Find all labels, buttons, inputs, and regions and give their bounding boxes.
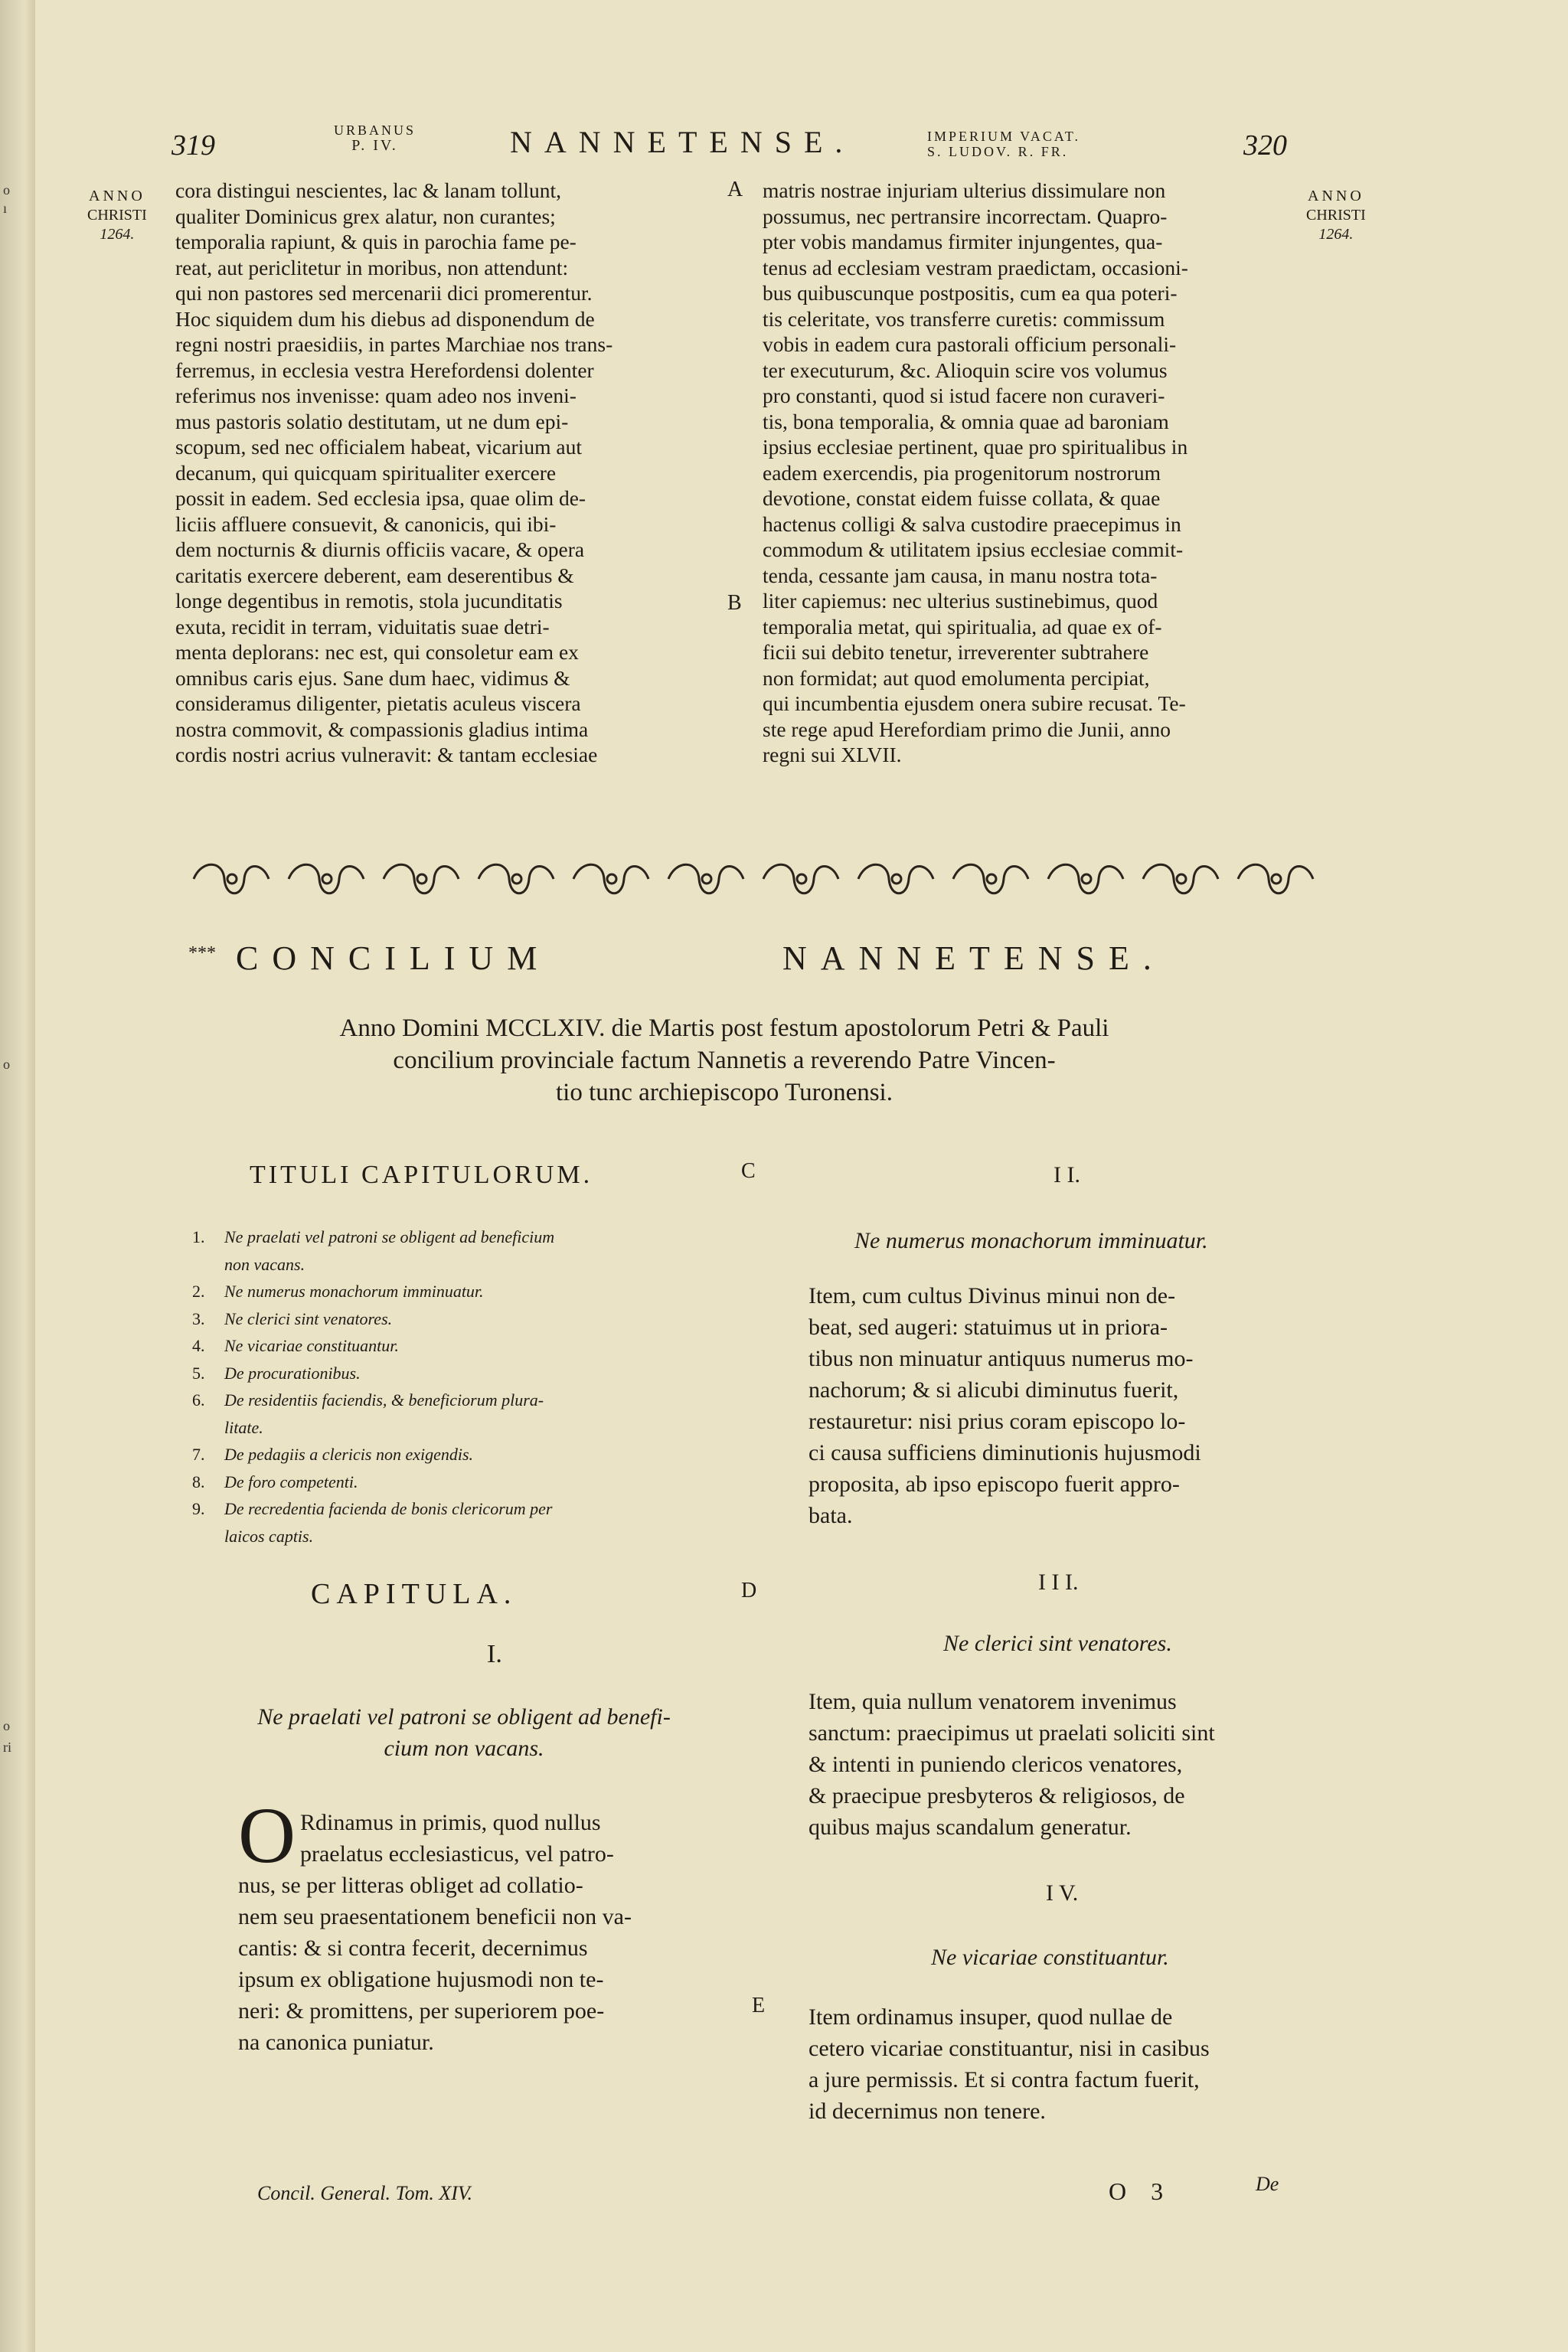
- text-line: consideramus diligenter, pietatis aculeus viscera: [175, 691, 581, 715]
- tituli-text: Ne vicariae constituantur.: [224, 1336, 399, 1355]
- ornament-scroll: [858, 864, 933, 893]
- text-line: bus quibuscunque postpositis, cum ea qua poteri-: [763, 281, 1178, 305]
- ornament-scroll: [573, 864, 648, 893]
- intro-line: tio tunc archiepiscopo Turonensi.: [556, 1079, 893, 1106]
- text-line: temporalia rapiunt, & quis in parochia fame pe-: [175, 230, 577, 253]
- text-line: restauretur: nisi prius coram episcopo lo-: [808, 1409, 1186, 1434]
- signature-mark: O 3: [1109, 2177, 1173, 2205]
- tituli-item: [192, 1495, 554, 1523]
- text-line: quibus majus scandalum generatur.: [808, 1815, 1132, 1840]
- tituli-list: [192, 1223, 554, 1550]
- tituli-item: [192, 1251, 554, 1279]
- margin-year: 1264.: [100, 226, 135, 243]
- ornament-scroll: [953, 864, 1028, 893]
- text-line: dem nocturnis & diurnis officiis vacare, & opera: [175, 537, 585, 561]
- text-line: pro constanti, quod si istud facere non curaveri-: [763, 384, 1165, 407]
- tituli-text: Ne numerus monachorum imminuatur.: [224, 1282, 484, 1301]
- section-letter-d: D: [741, 1579, 757, 1602]
- ornament-scroll: [763, 864, 838, 893]
- ornament-dot: [797, 874, 806, 884]
- text-line: nostra commovit, & compassionis gladius intima: [175, 717, 589, 741]
- text-line: tenda, cessante jam causa, in manu nostra tota-: [763, 563, 1158, 587]
- pope-line2: P. IV.: [351, 137, 398, 154]
- text-line: ipsum ex obligatione hujusmodi non te-: [238, 1967, 604, 1992]
- margin-christi: CHRISTI: [1306, 207, 1366, 224]
- running-head-imperium: [927, 129, 1080, 159]
- tituli-item: [192, 1305, 554, 1333]
- section-letter-a: A: [727, 178, 743, 201]
- text-line: na canonica puniatur.: [238, 2030, 434, 2055]
- imperium-line2: S. LUDOV. R. FR.: [927, 144, 1069, 159]
- margin-anno: ANNO: [89, 188, 145, 204]
- text-line: devotione, constat eidem fuisse collata, & quae: [763, 486, 1161, 510]
- ornament-dot: [702, 874, 711, 884]
- ornament-dot: [512, 874, 521, 884]
- tituli-text: laicos captis.: [224, 1526, 314, 1546]
- tituli-text: De foro competenti.: [224, 1472, 358, 1491]
- text-line: ter executurum, &c. Alioquin scire vos volumus: [763, 358, 1168, 382]
- text-line: id decernimus non tenere.: [808, 2099, 1046, 2124]
- text-line: menta deplorans: nec est, qui consoletur eam ex: [175, 640, 579, 664]
- text-line: Hoc siquidem dum his diebus ad disponendum de: [175, 306, 595, 331]
- tituli-number: 3.: [192, 1308, 205, 1328]
- text-line: eadem exercendis, pia progenitorum nostrorum: [763, 460, 1161, 485]
- text-line: scopum, sed nec officialem habeat, vicarium aut: [175, 435, 582, 459]
- text-line: Item, cum cultus Divinus minui non de-: [808, 1283, 1176, 1308]
- ornament-scroll: [1238, 864, 1313, 893]
- text-line: cora distingui nescientes, lac & lanam tollunt,: [175, 178, 562, 202]
- edge-fragment: ri: [3, 1740, 11, 1755]
- section-letter-e: E: [752, 1994, 766, 2017]
- text-line: pter vobis mandamus firmiter injungentes, qua-: [763, 230, 1163, 253]
- tituli-text: De pedagiis a clericis non exigendis.: [224, 1445, 474, 1464]
- tituli-item: [192, 1468, 554, 1496]
- ornament-dot: [987, 874, 996, 884]
- chapter-text-line: praelatus ecclesiasticus, vel patro-: [300, 1841, 614, 1867]
- text-line: ficii sui debito tenetur, irreverenter subtrahere: [763, 640, 1149, 664]
- tituli-item: [192, 1387, 554, 1414]
- text-line: qui incumbentia ejusdem onera subire recusat. Te-: [763, 691, 1186, 715]
- text-line: qui non pastores sed mercenarii dici promerentur.: [175, 281, 593, 305]
- ornament-dot: [1082, 874, 1091, 884]
- margin-year: 1264.: [1318, 226, 1354, 243]
- text-line: hactenus colligi & salva custodire praecepimus in: [763, 511, 1181, 536]
- text-line: longe degentibus in remotis, stola jucunditatis: [175, 589, 563, 612]
- chapter-number: I V.: [1046, 1880, 1079, 1906]
- running-head-pope: [334, 122, 416, 153]
- ornament-scroll: [289, 864, 364, 893]
- adjacent-page-edge: [0, 0, 35, 2352]
- text-line: vobis in eadem cura pastorali officium personali-: [763, 332, 1177, 356]
- chapter-title: Ne vicariae constituantur.: [931, 1945, 1169, 1970]
- title-marker: ***: [188, 943, 216, 963]
- text-line: cantis: & si contra fecerit, decernimus: [238, 1936, 588, 1961]
- tituli-text: De residentiis faciendis, & beneficiorum plura-: [224, 1390, 544, 1410]
- margin-note-left: [87, 187, 147, 244]
- text-line: matris nostrae injuriam ulterius dissimulare non: [763, 178, 1166, 202]
- ornament-scroll: [479, 864, 554, 893]
- tituli-number: 8.: [192, 1472, 205, 1491]
- ornament-scroll: [194, 864, 269, 893]
- chapter-number: I I I.: [1038, 1570, 1079, 1595]
- text-line: & intenti in puniendo clericos venatores,: [808, 1752, 1183, 1777]
- ornament-dot: [607, 874, 616, 884]
- intro-line: Anno Domini MCCLXIV. die Martis post festum apostolorum Petri & Pauli: [339, 1014, 1109, 1042]
- page-number-right: 320: [1243, 129, 1287, 162]
- text-line: caritatis exercere deberent, eam deserentibus &: [175, 563, 574, 587]
- margin-christi: CHRISTI: [87, 207, 147, 224]
- chapter-number: I.: [487, 1640, 502, 1668]
- tituli-number: 5.: [192, 1363, 205, 1383]
- tituli-text: Ne praelati vel patroni se obligent ad beneficium: [224, 1227, 555, 1246]
- chapter-title-line: Ne praelati vel patroni se obligent ad benefi-: [257, 1704, 671, 1730]
- text-line: possit in eadem. Sed ecclesia ipsa, quae olim de-: [175, 486, 586, 510]
- ornament-scroll: [1143, 864, 1218, 893]
- chapter-title: [196, 1701, 732, 1764]
- section-letter-b: B: [727, 591, 742, 615]
- text-line: liciis affluere consuevit, & canonicis, qui ibi-: [175, 511, 557, 536]
- edge-fragment: ı: [3, 201, 8, 216]
- text-line: cordis nostri acrius vulneravit: & tantam ecclesiae: [175, 743, 598, 766]
- tituli-text: De procurationibus.: [224, 1363, 361, 1383]
- text-line: referimus nos invenisse: quam adeo nos inveni-: [175, 384, 577, 407]
- tituli-number: 6.: [192, 1390, 205, 1410]
- text-line: & praecipue presbyteros & religiosos, de: [808, 1783, 1185, 1808]
- tituli-item: [192, 1523, 554, 1550]
- margin-anno: ANNO: [1308, 188, 1364, 204]
- left-column-text: [175, 178, 612, 768]
- text-line: ste rege apud Herefordiam primo die Junii, anno: [763, 717, 1171, 741]
- tituli-item: [192, 1278, 554, 1305]
- text-line: nachorum; & si alicubi diminutus fuerit,: [808, 1377, 1179, 1403]
- tituli-item: [192, 1223, 554, 1251]
- text-line: tis celeritate, vos transferre curetis: commissum: [763, 306, 1165, 331]
- text-line: tenus ad ecclesiam vestram praedictam, occasioni-: [763, 255, 1188, 279]
- text-line: ferremus, in ecclesia vestra Herefordensi dolenter: [175, 358, 594, 382]
- text-line: qualiter Dominicus grex alatur, non curantes;: [175, 204, 556, 228]
- ornament-dot: [322, 874, 332, 884]
- text-line: temporalia metat, qui spiritualia, ad quae ex of-: [763, 614, 1162, 639]
- chapter-text-line: Rdinamus in primis, quod nullus: [300, 1810, 601, 1835]
- tituli-number: 7.: [192, 1445, 205, 1464]
- text-line: exuta, recidit in terram, viduitatis suae detri-: [175, 614, 550, 639]
- text-line: proposita, ab ipso episcopo fuerit appro-: [808, 1472, 1180, 1497]
- chapter-title-line: cium non vacans.: [384, 1736, 544, 1761]
- tituli-text: non vacans.: [224, 1254, 305, 1274]
- concilium-title-right: NANNETENSE.: [782, 939, 1165, 977]
- ornament-dot: [1272, 874, 1281, 884]
- tituli-text: Ne clerici sint venatores.: [224, 1308, 393, 1328]
- ornament-dot: [892, 874, 901, 884]
- chapter-text: [238, 1901, 632, 2058]
- tituli-number: 9.: [192, 1499, 205, 1518]
- text-line: a jure permissis. Et si contra factum fuerit,: [808, 2067, 1200, 2092]
- text-line: neri: & promittens, per superiorem poe-: [238, 1998, 605, 2024]
- tituli-item: [192, 1414, 554, 1442]
- imperium-line1: IMPERIUM VACAT.: [927, 129, 1081, 144]
- edge-fragment: o: [3, 182, 10, 198]
- footer-volume: Concil. General. Tom. XIV.: [257, 2182, 472, 2204]
- ornament-dot: [1177, 874, 1186, 884]
- page-number-left: 319: [172, 129, 215, 162]
- text-line: Item ordinamus insuper, quod nullae de: [808, 2004, 1173, 2030]
- tituli-number: 4.: [192, 1336, 205, 1355]
- capitula-heading: CAPITULA.: [311, 1578, 518, 1610]
- ornament-scroll: [384, 864, 459, 893]
- chapter-text: [808, 2001, 1210, 2127]
- tituli-heading: TITULI CAPITULORUM.: [250, 1161, 593, 1189]
- edge-fragment: o: [3, 1718, 10, 1733]
- pope-line1: URBANUS: [334, 122, 416, 138]
- chapter-title: Ne numerus monachorum imminuatur.: [854, 1228, 1208, 1253]
- book-page: [35, 0, 1568, 2352]
- concilium-title-left: CONCILIUM: [236, 939, 551, 977]
- text-line: bata.: [808, 1503, 853, 1528]
- text-line: ci causa sufficiens diminutionis hujusmodi: [808, 1440, 1201, 1465]
- ornament-scroll: [668, 864, 743, 893]
- tituli-number: 1.: [192, 1227, 205, 1246]
- text-line: tis, bona temporalia, & omnia quae ad baroniam: [763, 409, 1169, 433]
- page-title: NANNETENSE.: [510, 125, 855, 159]
- drop-cap: O: [238, 1792, 296, 1880]
- section-letter-c: C: [741, 1159, 756, 1183]
- chapter-text-line: nus, se per litteras obliget ad collatio-: [238, 1873, 583, 1898]
- tituli-item: [192, 1441, 554, 1468]
- text-line: sanctum: praecipimus ut praelati soliciti sint: [808, 1720, 1215, 1746]
- concilium-intro: [165, 1012, 1283, 1109]
- tituli-item: [192, 1332, 554, 1360]
- text-line: tibus non minuatur antiquus numerus mo-: [808, 1346, 1194, 1371]
- right-column-text: [763, 178, 1188, 768]
- text-line: ipsius ecclesiae pertinent, quae pro spiritualibus in: [763, 435, 1188, 459]
- ornament-scroll: [1048, 864, 1123, 893]
- tituli-number: 2.: [192, 1282, 205, 1301]
- text-line: cetero vicariae constituantur, nisi in casibus: [808, 2036, 1210, 2061]
- text-line: non formidat; aut quod emolumenta percipiat,: [763, 665, 1150, 690]
- tituli-item: [192, 1360, 554, 1387]
- intro-line: concilium provinciale factum Nannetis a reverendo Patre Vincen-: [393, 1047, 1056, 1074]
- edge-fragment: o: [3, 1057, 10, 1072]
- ornament-band: [185, 856, 1318, 902]
- tituli-text: litate.: [224, 1417, 263, 1437]
- chapter-text: [808, 1280, 1201, 1531]
- text-line: regni sui XLVII.: [763, 743, 902, 766]
- text-line: omnibus caris ejus. Sane dum haec, vidimus &: [175, 665, 570, 690]
- text-line: possumus, nec pertransire incorrectam. Quapro-: [763, 204, 1168, 228]
- text-line: Item, quia nullum venatorem invenimus: [808, 1689, 1177, 1714]
- text-line: decanum, qui quicquam spiritualiter exercere: [175, 460, 557, 485]
- text-line: mus pastoris solatio destitutam, ut ne dum epi-: [175, 409, 569, 433]
- tituli-text: De recredentia facienda de bonis clericorum per: [224, 1499, 553, 1518]
- catchword: De: [1256, 2173, 1279, 2195]
- text-line: regni nostri praesidiis, in partes Marchiae nos trans-: [175, 332, 613, 356]
- text-line: beat, sed augeri: statuimus ut in priora-: [808, 1315, 1168, 1340]
- text-line: commodum & utilitatem ipsius ecclesiae commit-: [763, 537, 1184, 561]
- ornament-dot: [417, 874, 426, 884]
- chapter-text: [808, 1686, 1215, 1843]
- margin-note-right: [1306, 187, 1366, 244]
- text-line: nem seu praesentationem beneficii non va-: [238, 1904, 632, 1929]
- chapter-title: Ne clerici sint venatores.: [943, 1631, 1172, 1656]
- text-line: liter capiemus: nec ulterius sustinebimus, quod: [763, 589, 1158, 612]
- ornament-dot: [227, 874, 237, 884]
- chapter-number: I I.: [1054, 1162, 1080, 1187]
- text-line: reat, aut periclitetur in moribus, non attendunt:: [175, 255, 569, 279]
